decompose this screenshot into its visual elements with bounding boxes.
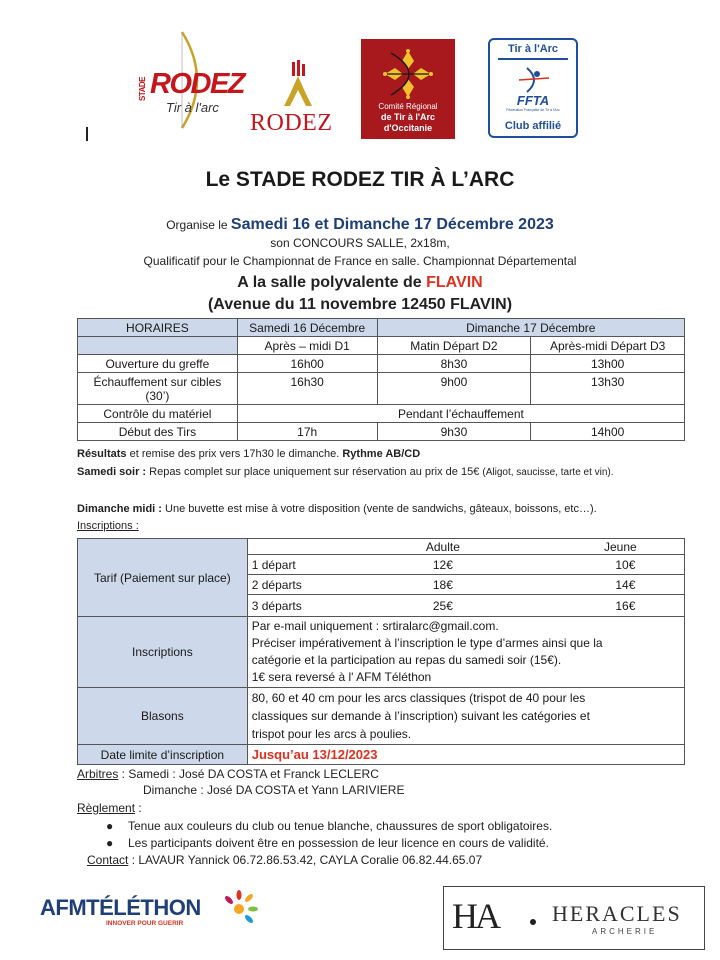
cathedral-icon — [278, 60, 318, 110]
limite-value: Jusqu’au 13/12/2023 — [247, 745, 684, 765]
blasons-label: Blasons — [78, 688, 248, 745]
venue-town: FLAVIN — [426, 274, 483, 291]
table-row: 3 départs 25€ 16€ — [78, 595, 685, 617]
col-samedi: Samedi 16 Décembre — [237, 319, 377, 337]
reglement-bullet: ● Les participants doivent être en possession de leur licence en cours de validité. — [106, 836, 549, 850]
rodez-name: RODEZ — [250, 110, 333, 136]
sun-icon — [225, 887, 261, 923]
heracles-sub: ARCHERIE — [592, 927, 658, 936]
ffta-club: Club affilié — [504, 120, 562, 132]
table-row: Ouverture du greffe 16h00 8h30 13h00 — [78, 355, 685, 373]
afm-telethon-logo — [40, 895, 201, 927]
arbitres-line-2: Dimanche : José DA COSTA et Yann LARIVIERE — [143, 783, 405, 797]
heracles-mark: HA — [452, 896, 498, 936]
ffta-brand: FFTA — [516, 93, 550, 108]
sub-d1: Après – midi D1 — [237, 337, 377, 355]
reglement-heading: Règlement : — [77, 801, 142, 815]
event-date: Samedi 16 et Dimanche 17 Décembre 2023 — [230, 216, 554, 233]
results-note: Résultats et remise des prix vers 17h30 le dimanche. Rythme AB/CD — [77, 448, 421, 460]
samedi-note: Samedi soir : Repas complet sur place uniquement sur réservation au prix de 15€ (Aligot, saucisse, tarte et vin). — [77, 466, 614, 478]
stade-name: RODEZ — [150, 68, 244, 100]
inscriptions-label: Inscriptions — [78, 617, 248, 688]
address-line: (Avenue du 11 novembre 12450 FLAVIN) — [207, 296, 513, 313]
contact-line: Contact : LAVAUR Yannick 06.72.86.53.42, CAYLA Coralie 06.82.44.65.07 — [87, 853, 483, 867]
reglement-bullet: ● Tenue aux couleurs du club ou tenue blanche, chaussures de sport obligatoires. — [106, 819, 553, 833]
table-row: Contrôle du matériel Pendant l’échauffement — [78, 405, 685, 423]
sub-d2: Matin Départ D2 — [377, 337, 531, 355]
ffta-fine: Fédération Française de Tir à l'Arc — [506, 108, 560, 112]
schedule-subheader-row — [78, 337, 685, 355]
inscriptions-row — [78, 617, 685, 688]
concours-line: son CONCOURS SALLE, 2x18m, — [270, 236, 450, 250]
heracles-archerie-logo — [443, 886, 705, 950]
table-row: 2 départs 18€ 14€ — [78, 575, 685, 595]
table-row: Échauffement sur cibles (30’) 16h30 9h00 13h30 — [78, 373, 685, 405]
rodez-city-logo — [250, 60, 350, 140]
schedule-header-row — [78, 319, 685, 337]
col-dimanche: Dimanche 17 Décembre — [377, 319, 684, 337]
venue-line: A la salle polyvalente de FLAVIN — [237, 274, 483, 291]
qualif-line: Qualificatif pour le Championnat de France en salle. Championnat Départemental — [143, 254, 577, 268]
occitan-cross-icon — [381, 47, 435, 101]
limite-row — [78, 745, 685, 765]
inscriptions-heading: Inscriptions : — [77, 520, 139, 532]
stade-label: STADE — [138, 77, 147, 102]
blasons-text: 80, 60 et 40 cm pour les arcs classiques (trispot de 40 pour les classiques sur demande à l’inscription) suivant les catégories et trispot pour les arcs à poulies. — [247, 688, 684, 745]
stade-sub: Tir à l'arc — [166, 100, 219, 115]
page-title: Le STADE RODEZ TIR À L’ARC — [205, 168, 515, 191]
afm-name: AFMTÉLÉTHON — [40, 895, 201, 920]
tarif-label: Tarif (Paiement sur place) — [78, 539, 248, 617]
ffta-top: Tir à l'Arc — [507, 43, 559, 55]
organise-line: Organise le Samedi 16 et Dimanche 17 Décembre 2023 — [166, 216, 554, 233]
limite-label: Date limite d’inscription — [78, 745, 248, 765]
col-jeune: Jeune — [521, 539, 685, 555]
bullet-icon: ● — [106, 836, 114, 850]
info-table — [77, 538, 685, 765]
bullet-icon: ● — [106, 819, 114, 833]
table-row: 1 départ 12€ 10€ — [78, 555, 685, 575]
inscriptions-text: Par e-mail uniquement : srtiralarc@gmail.com. Préciser impérativement à l’inscription le type d’armes ainsi que la catégorie et la participation au repas du samedi soir (15€). 1€ sera reversé à l' AFM Téléthon — [247, 617, 684, 688]
schedule-table — [77, 318, 685, 441]
archer-icon — [515, 64, 555, 96]
col-adulte: Adulte — [365, 539, 521, 555]
col-horaires: HORAIRES — [78, 319, 238, 337]
afm-tag: INNOVER POUR GUERIR — [106, 920, 184, 927]
text-cursor — [86, 127, 88, 141]
divider — [498, 58, 568, 60]
sub-d3: Après-midi Départ D3 — [531, 337, 685, 355]
stade-rodez-logo — [138, 30, 248, 130]
table-row: Début des Tirs 17h 9h30 14h00 — [78, 423, 685, 441]
dimanche-note: Dimanche midi : Une buvette est mise à votre disposition (vente de sandwichs, gâteaux, boissons, etc…). — [77, 503, 597, 515]
comite-regional-logo — [361, 39, 455, 139]
dot-icon — [530, 919, 536, 925]
arbitres-line-1: Arbitres : Samedi : José DA COSTA et Franck LECLERC — [77, 767, 379, 781]
ffta-logo — [488, 38, 578, 138]
tarif-header-row — [78, 539, 685, 555]
heracles-name: HERACLES — [552, 901, 682, 926]
crta-text: Comité Régional de Tir à l'Arc d'Occitanie — [378, 102, 438, 133]
blasons-row — [78, 688, 685, 745]
